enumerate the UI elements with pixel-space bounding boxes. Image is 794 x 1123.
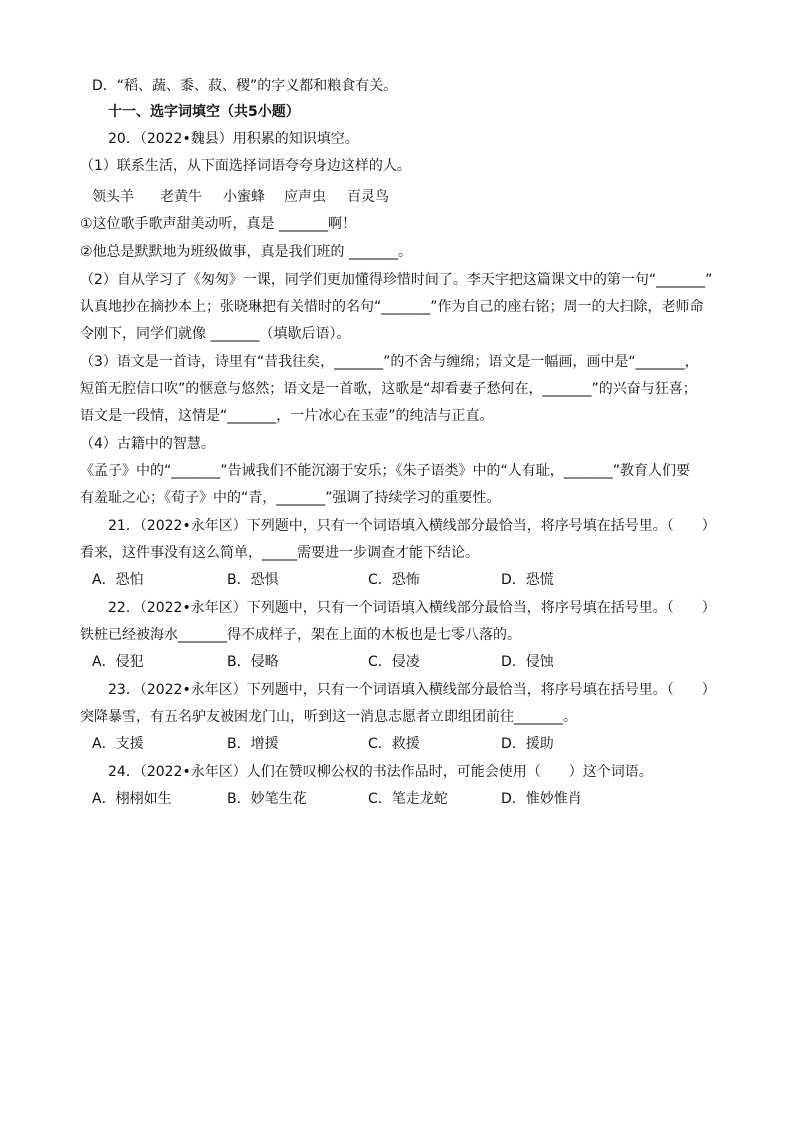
q20-part3-line3: 语文是一段情，这情是“_______，一片冰心在玉壶”的纯洁与正直。: [80, 408, 494, 424]
q20-item1: ①这位歌手歌声甜美动听，真是 _______啊！: [80, 216, 357, 232]
q21-option-d: D．恐慌: [501, 572, 554, 588]
word-bank-item: 应声虫: [284, 189, 326, 205]
word-bank: [0, 186, 794, 206]
word-bank-item: 百灵鸟: [347, 189, 389, 205]
question-23-stem: 23．（2022•永年区）下列题中，只有一个词语填入横线部分最恰当，将序号填在括号里。（ ）: [108, 682, 716, 698]
q21-option-a: A．恐怕: [92, 572, 144, 588]
q22-option-c: C．侵凌: [368, 654, 420, 670]
question-22-stem: 22．（2022•永年区）下列题中，只有一个词语填入横线部分最恰当，将序号填在括号里。（ ）: [108, 600, 716, 616]
q20-item2: ②他总是默默地为班级做事，真是我们班的 _______。: [80, 244, 412, 260]
question-21-sentence: 看来，这件事没有这么简单，_____需要进一步调查才能下结论。: [80, 545, 479, 561]
word-bank-item: 老黄牛: [160, 189, 202, 205]
q24-option-b: B．妙笔生花: [227, 791, 307, 807]
q21-option-c: C．恐怖: [368, 572, 420, 588]
q23-option-c: C．救援: [368, 736, 420, 752]
q23-option-a: A．支援: [92, 736, 144, 752]
q20-part4-heading: （4）古籍中的智慧。: [80, 436, 215, 452]
word-bank-item: 小蜜蜂: [223, 189, 265, 205]
q23-option-b: B．增援: [227, 736, 279, 752]
question-20-stem: 20．（2022•魏县）用积累的知识填空。: [108, 131, 359, 147]
option-d-line: D．“稻、蔬、黍、菽、稷”的字义都和粮食有关。: [92, 78, 398, 94]
q20-part1: （1）联系生活，从下面选择词语夸夸身边这样的人。: [80, 158, 411, 174]
q20-part3-line2: 短笛无腔信口吹”的惬意与悠然；语文是一首歌，这歌是“却看妻子愁何在，_______”的兴奋与狂喜；: [80, 381, 697, 397]
q22-option-b: B．侵略: [227, 654, 279, 670]
q24-option-c: C．笔走龙蛇: [368, 791, 448, 807]
q21-option-b: B．恐惧: [227, 572, 279, 588]
q20-part2-line2: 认真地抄在摘抄本上；张晓琳把有关惜时的名句“_______”作为自己的座右铭；周一的大扫除，老师命: [80, 299, 704, 315]
question-21-stem: 21．（2022•永年区）下列题中，只有一个词语填入横线部分最恰当，将序号填在括号里。（ ）: [108, 518, 716, 534]
question-22-sentence: 铁桩已经被海水_______得不成样子，架在上面的木板也是七零八落的。: [80, 627, 521, 643]
q20-part2-line1: （2）自从学习了《匆匆》一课，同学们更加懂得珍惜时间了。李天宇把这篇课文中的第一句“_______”: [80, 272, 713, 288]
q20-part2-line3: 令刚下，同学们就像 _______（填歇后语）。: [80, 326, 351, 342]
q22-option-a: A．侵犯: [92, 654, 144, 670]
q24-option-a: A．栩栩如生: [92, 791, 172, 807]
question-24-stem: 24．（2022•永年区）人们在赞叹柳公权的书法作品时，可能会使用（ ）这个词语。: [108, 764, 653, 780]
section-heading: 十一、选字词填空（共5小题）: [108, 104, 300, 120]
q23-option-d: D．援助: [501, 736, 554, 752]
q20-part3-line1: （3）语文是一首诗，诗里有“昔我往矣，_______”的不舍与缠绵；语文是一幅画，画中是“_______，: [80, 354, 699, 370]
word-bank-item: 领头羊: [92, 189, 134, 205]
q24-option-d: D．惟妙惟肖: [501, 791, 582, 807]
q20-part4-line2: 有羞耻之心；《荀子》中的“青，_______”强调了持续学习的重要性。: [80, 490, 501, 506]
question-23-sentence: 突降暴雪，有五名驴友被困龙门山，听到这一消息志愿者立即组团前往_______。: [80, 709, 577, 725]
q22-option-d: D．侵蚀: [501, 654, 554, 670]
q20-part4-line1: 《孟子》中的“_______”告诫我们不能沉溺于安乐；《朱子语类》中的“人有耻，_______”教育人们要: [80, 463, 691, 479]
